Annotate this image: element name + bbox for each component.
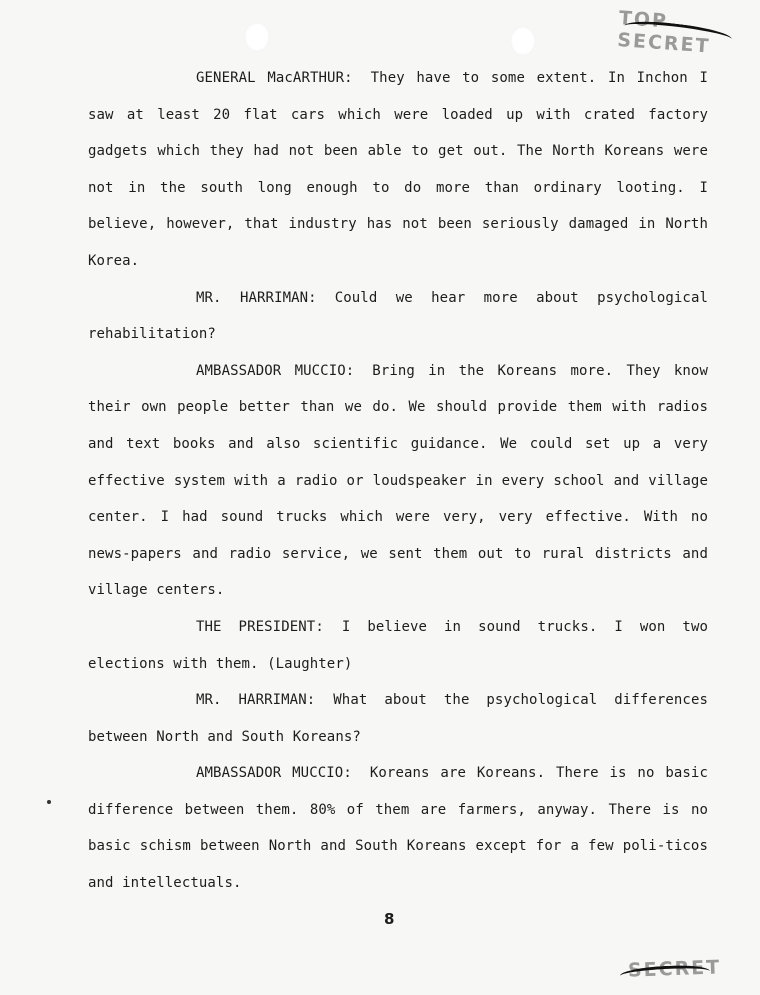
paragraph-text: Could we hear more about psychological rehabilitation? (88, 289, 709, 343)
transcript-paragraph (88, 682, 708, 755)
speaker-name: THE PRESIDENT: (196, 618, 324, 635)
transcript-paragraph (88, 353, 708, 609)
speaker-name: MR. HARRIMAN: (196, 692, 316, 709)
punch-hole-right (510, 26, 536, 56)
speaker-name: AMBASSADOR MUCCIO: (196, 765, 352, 782)
transcript-paragraph (88, 755, 708, 901)
paragraph-text: Koreans are Koreans. There is no basic difference between them. 80% of them are farmers, anyway. There is no basic schism between North and South Koreans except for a few poli-ticos and intellectuals. (88, 765, 708, 892)
transcript-paragraph (88, 609, 708, 682)
page-number: 8 (384, 910, 395, 928)
punch-hole-left (244, 22, 270, 52)
transcript-body (88, 60, 708, 902)
speaker-name: MR. HARRIMAN: (196, 289, 317, 306)
paragraph-text: I believe in sound trucks. I won two elections with them. (Laughter) (88, 618, 708, 672)
transcript-paragraph (88, 280, 708, 353)
speaker-name: GENERAL MacARTHUR: (196, 70, 353, 86)
speaker-name: AMBASSADOR MUCCIO: (196, 362, 355, 379)
classification-stamp-top: TOP SECRET (616, 7, 712, 58)
transcript-paragraph (88, 60, 708, 280)
paper-speck (47, 800, 51, 804)
paragraph-text: What about the psychological differences between North and South Koreans? (88, 692, 709, 745)
classification-stamp-bottom: SECRET (627, 956, 722, 982)
paragraph-text: They have to some extent. In Inchon I saw at least 20 flat cars which were loaded up with crated factory gadgets which they had not been able to get out. The North Koreans were not in the south long enough to do more than ordinary looting. I believe, however, that industry has not been seriously damaged in North Korea. (88, 70, 708, 269)
paragraph-text: Bring in the Koreans more. They know their own people better than we do. We should provide them with radios and text books and also scientific guidance. We could set up a very effective system with a radio or loudspeaker in every school and village center. I had sound trucks which were very, very effective. With no news-papers and radio service, we sent them out to rural districts and village centers. (88, 362, 708, 599)
